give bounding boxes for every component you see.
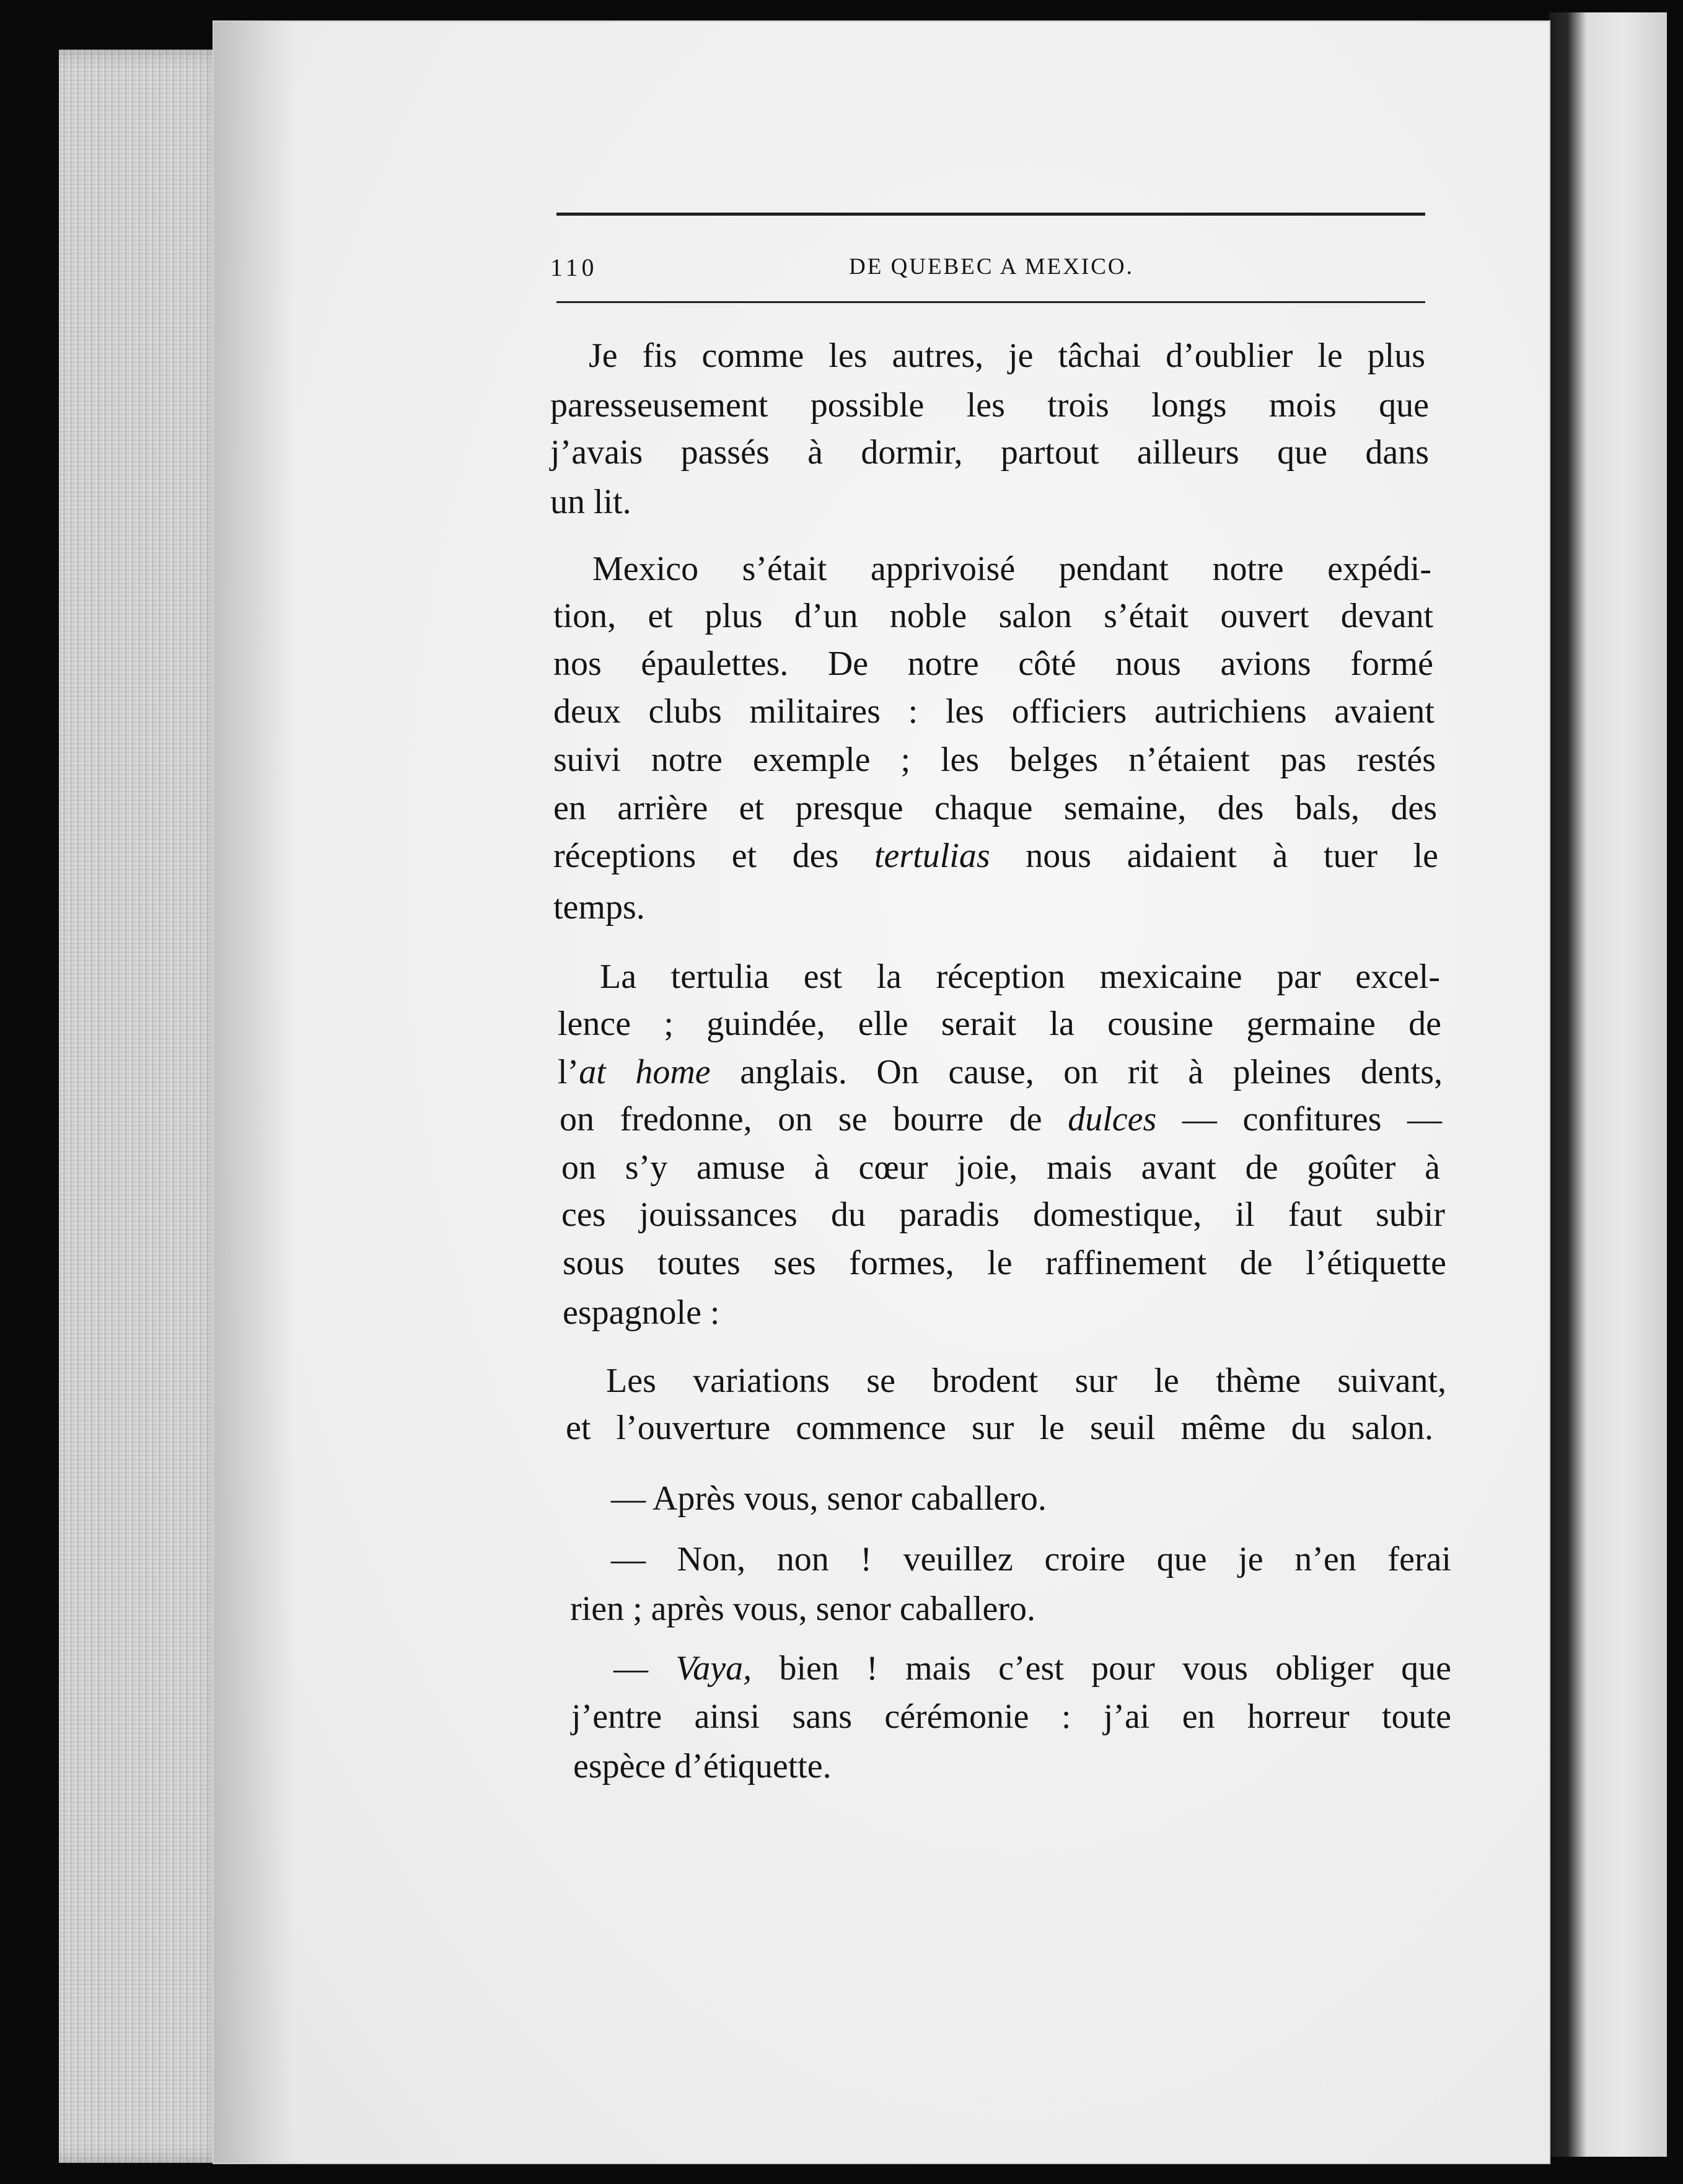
text-line: un lit. xyxy=(550,483,631,521)
italic-term: at home xyxy=(579,1053,711,1091)
text-line: et l’ouverture commence sur le seuil même du salon. xyxy=(566,1409,1433,1447)
text-line: suivi notre exemple ; les belges n’étaient pas restés xyxy=(553,741,1436,779)
text-line: rien ; après vous, senor caballero. xyxy=(570,1590,1036,1628)
text-line: Les variations se brodent sur le thème suivant, xyxy=(606,1362,1446,1400)
text-line: espagnole : xyxy=(563,1293,720,1332)
text-line: paresseusement possible les trois longs mois que xyxy=(550,386,1429,425)
text-run: — confitures — xyxy=(1156,1100,1442,1138)
text-line: temps. xyxy=(553,888,645,927)
text-run: bien ! mais c’est pour vous obliger que xyxy=(752,1649,1451,1688)
text-line: espèce d’étiquette. xyxy=(573,1747,832,1786)
text-line xyxy=(613,1651,1451,1686)
text-line: j’entre ainsi sans cérémonie : j’ai en horreur toute xyxy=(571,1697,1451,1736)
header-rule-bottom xyxy=(556,301,1425,303)
text-line: on s’y amuse à cœur joie, mais avant de goûter à xyxy=(561,1148,1440,1187)
text-run: on fredonne, on se bourre de xyxy=(560,1100,1068,1138)
text-line: nos épaulettes. De notre côté nous avions formé xyxy=(553,645,1433,683)
text-line xyxy=(558,1055,1443,1090)
text-line: Je fis comme les autres, je tâchai d’oublier le plus xyxy=(589,337,1425,375)
text-line xyxy=(553,839,1438,873)
text-line: tion, et plus d’un noble salon s’était ouvert devant xyxy=(553,597,1433,635)
italic-term: tertulias xyxy=(874,837,990,875)
text-line: — Après vous, senor caballero. xyxy=(611,1479,1047,1518)
gutter-shadow xyxy=(214,22,294,2163)
text-line: ces jouissances du paradis domestique, il faut subir xyxy=(561,1195,1445,1234)
page-edges xyxy=(59,50,232,2163)
running-title: DE QUEBEC A MEXICO. xyxy=(849,254,1134,280)
text-run: — xyxy=(613,1649,676,1688)
italic-term: Vaya, xyxy=(675,1649,752,1688)
text-line: La tertulia est la réception mexicaine par excel- xyxy=(600,958,1440,996)
facing-page-edge xyxy=(1549,12,1667,2157)
text-line: — Non, non ! veuillez croire que je n’en ferai xyxy=(611,1540,1451,1579)
text-line: sous toutes ses formes, le raffinement de l’étiquette xyxy=(563,1244,1446,1282)
text-line: j’avais passés à dormir, partout ailleurs que dans xyxy=(550,433,1429,472)
header-rule-top xyxy=(556,213,1425,216)
text-line: deux clubs militaires : les officiers autrichiens avaient xyxy=(553,692,1435,731)
text-line: lence ; guindée, elle serait la cousine germaine de xyxy=(558,1005,1441,1043)
text-line xyxy=(560,1102,1442,1137)
italic-term: dulces xyxy=(1068,1100,1157,1138)
text-run: anglais. On cause, on rit à pleines dents, xyxy=(710,1053,1443,1091)
text-line: en arrière et presque chaque semaine, des bals, des xyxy=(553,789,1437,827)
text-run: l’ xyxy=(558,1053,579,1091)
text-line: Mexico s’était apprivoisé pendant notre expédi- xyxy=(592,550,1431,588)
page-number: 110 xyxy=(550,253,598,281)
text-run: nous aidaient à tuer le xyxy=(990,837,1438,875)
text-run: réceptions et des xyxy=(553,837,874,875)
